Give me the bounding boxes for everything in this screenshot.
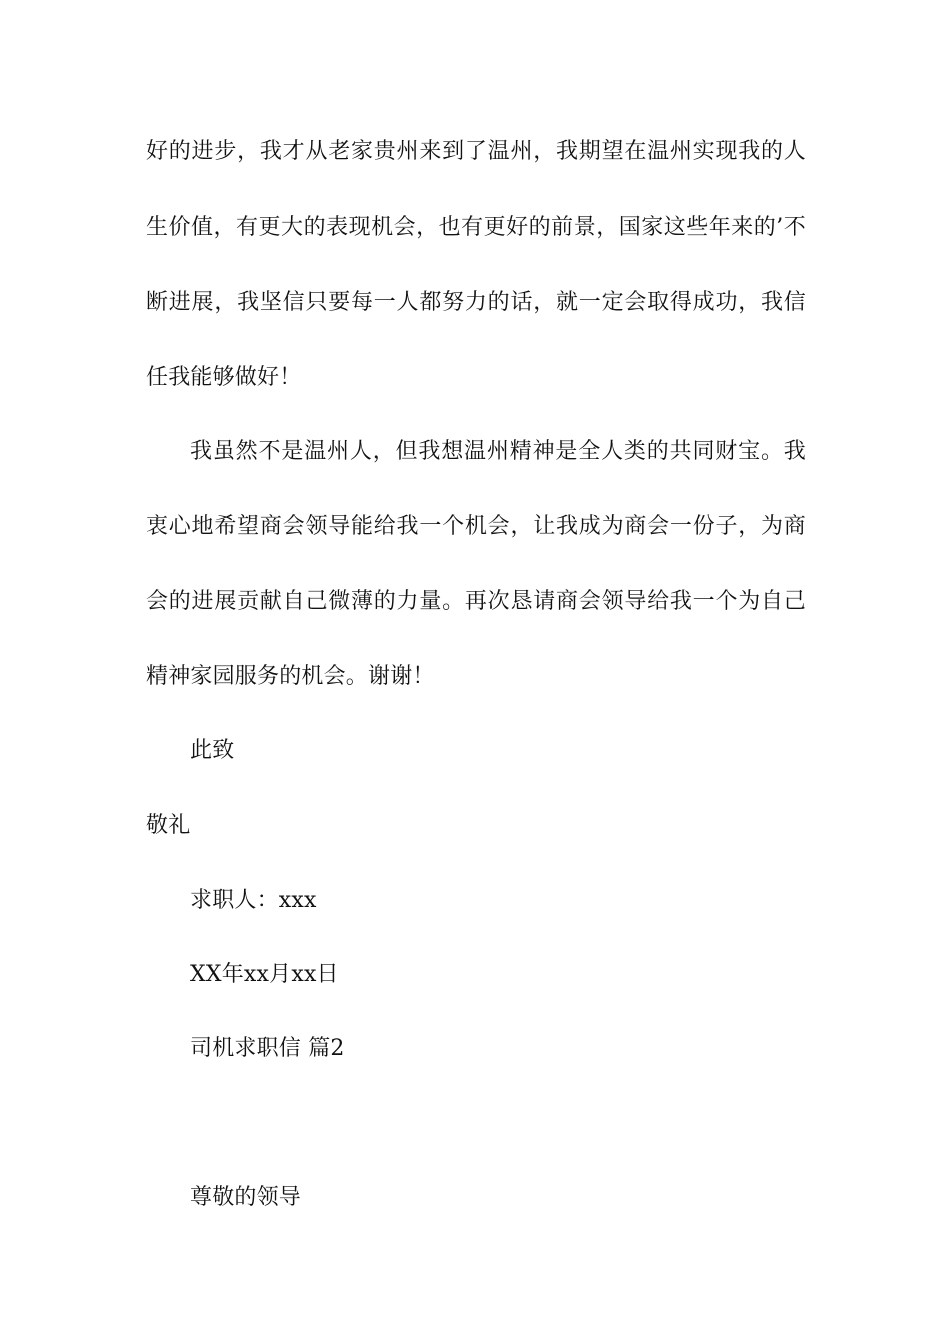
paragraph-2-line-2: 衷心地希望商会领导能给我一个机会，让我成为商会一份子，为商	[146, 514, 806, 539]
paragraph-2-line-1: 我虽然不是温州人，但我想温州精神是全人类的共同财宝。我	[190, 439, 806, 464]
salute-text: 敬礼	[146, 813, 191, 838]
paragraph-2-line-4: 精神家园服务的机会。谢谢！	[146, 664, 435, 689]
signature-text: 求职人：xxx	[190, 888, 317, 913]
paragraph-1-line-2: 生价值，有更大的表现机会，也有更好的前景，国家这些年来的’不	[146, 215, 806, 240]
paragraph-1-line-4: 任我能够做好！	[146, 365, 302, 390]
section-title: 司机求职信 篇2	[190, 1036, 345, 1061]
closing-text: 此致	[190, 738, 235, 763]
paragraph-1-line-3: 断进展，我坚信只要每一人都努力的话，就一定会取得成功，我信	[146, 290, 806, 315]
greeting-text: 尊敬的领导	[190, 1185, 302, 1210]
paragraph-1-line-1: 好的进步，我才从老家贵州来到了温州，我期望在温州实现我的人	[146, 139, 806, 164]
date-text: XX年xx月xx日	[190, 962, 339, 987]
paragraph-2-line-3: 会的进展贡献自己微薄的力量。再次恳请商会领导给我一个为自己	[146, 589, 806, 614]
